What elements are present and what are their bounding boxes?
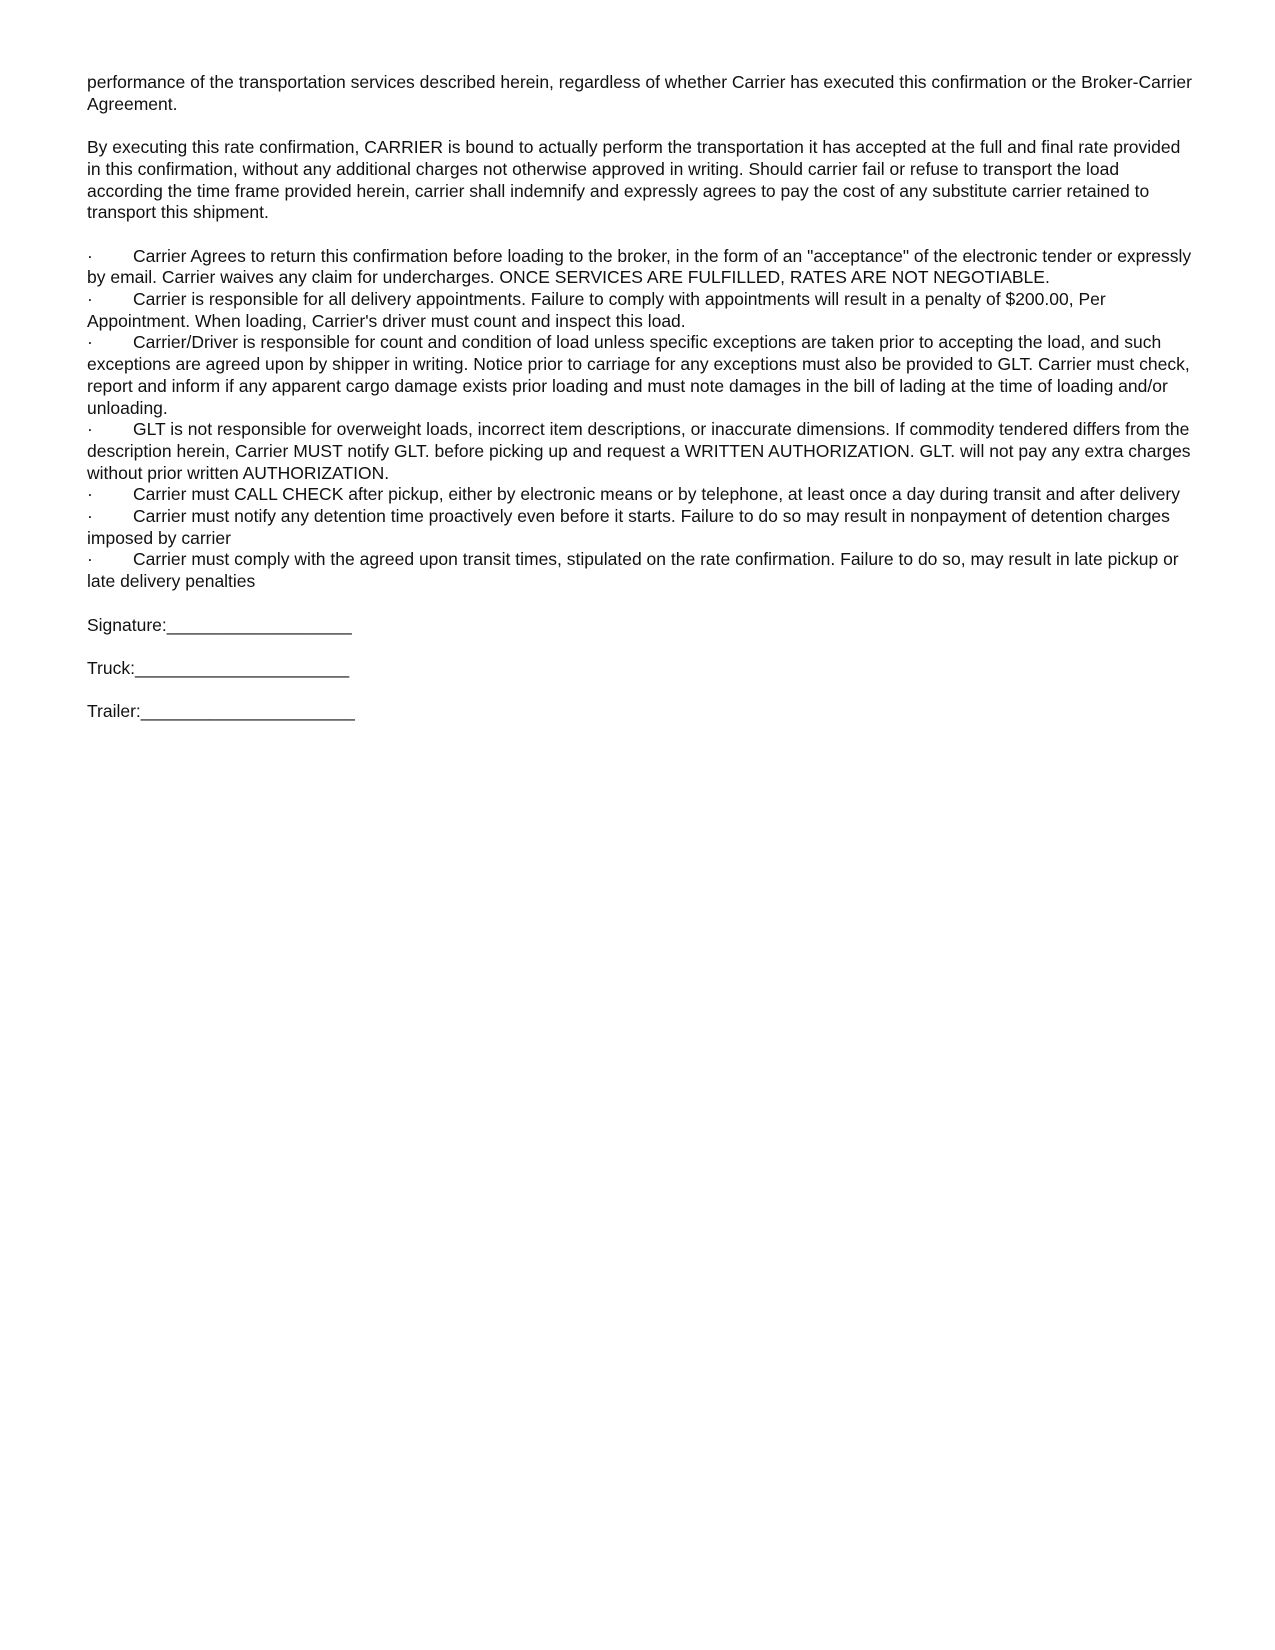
list-item-text: Carrier Agrees to return this confirmation before loading to the broker, in the form of an "acceptance" of the electronic tender or expressly by email. Carrier waives any claim for undercharges. ONCE SERVICES ARE FULFILLED, RATES ARE NOT NEGOTIABLE. (87, 245, 1192, 288)
list-item (87, 549, 1197, 592)
list-item (87, 484, 1197, 506)
terms-list (87, 246, 1197, 593)
document-body (87, 72, 1197, 745)
list-item-text: Carrier is responsible for all delivery appointments. Failure to comply with appointments will result in a penalty of $200.00, Per Appointment. When loading, Carrier's driver must count and inspect this load. (87, 289, 1106, 331)
signature-field: Signature:___________________ (87, 614, 352, 635)
bullet-icon: · (87, 506, 93, 527)
list-item-text: Carrier must comply with the agreed upon transit times, stipulated on the rate confirmation. Failure to do so, may result in late pickup or late delivery penalties (87, 549, 1179, 592)
list-item-text: Carrier must CALL CHECK after pickup, either by electronic means or by telephone, at least once a day during transit and after delivery (133, 484, 1180, 505)
paragraph-rate-confirmation: By executing this rate confirmation, CARRIER is bound to actually perform the transportation it has accepted at the full and final rate provided in this confirmation, without any additional charges not otherwise approved in writing. Should carrier fail or refuse to transport the load according the time frame provided herein, carrier shall indemnify and expressly agrees to pay the cost of any substitute carrier retained to transport this shipment. (87, 137, 1181, 223)
list-item (87, 332, 1197, 419)
list-item (87, 289, 1197, 332)
bullet-icon: · (87, 289, 93, 309)
bullet-icon: · (87, 245, 93, 266)
list-item (87, 506, 1197, 549)
list-item-text: Carrier must notify any detention time proactively even before it starts. Failure to do so may result in nonpayment of detention charges imposed by carrier (87, 506, 1170, 548)
list-item (87, 419, 1197, 484)
paragraph-performance: performance of the transportation services described herein, regardless of whether Carrier has executed this confirmation or the Broker-Carrier Agreement. (87, 72, 1192, 114)
list-item (87, 246, 1197, 289)
bullet-icon: · (87, 549, 93, 570)
bullet-icon: · (87, 484, 93, 505)
bullet-icon: · (87, 332, 93, 353)
truck-field: Truck:______________________ (87, 657, 350, 678)
list-item-text: GLT is not responsible for overweight loads, incorrect item descriptions, or inaccurate dimensions. If commodity tendered differs from the description herein, Carrier MUST notify GLT. before picking up and request a WRITTEN AUTHORIZATION. GLT. will not pay any extra charges without prior written AUTHORIZATION. (87, 419, 1191, 483)
trailer-field: Trailer:______________________ (87, 701, 355, 722)
list-item-text: Carrier/Driver is responsible for count and condition of load unless specific exceptions are taken prior to accepting the load, and such exceptions are agreed upon by shipper in writing. Notice prior to carriage for any exceptions must also be provided to GLT. Carrier must check, report and inform if any apparent cargo damage exists prior loading and must note damages in the bill of lading at the time of loading and/or unloading. (87, 332, 1190, 418)
bullet-icon: · (87, 419, 93, 440)
